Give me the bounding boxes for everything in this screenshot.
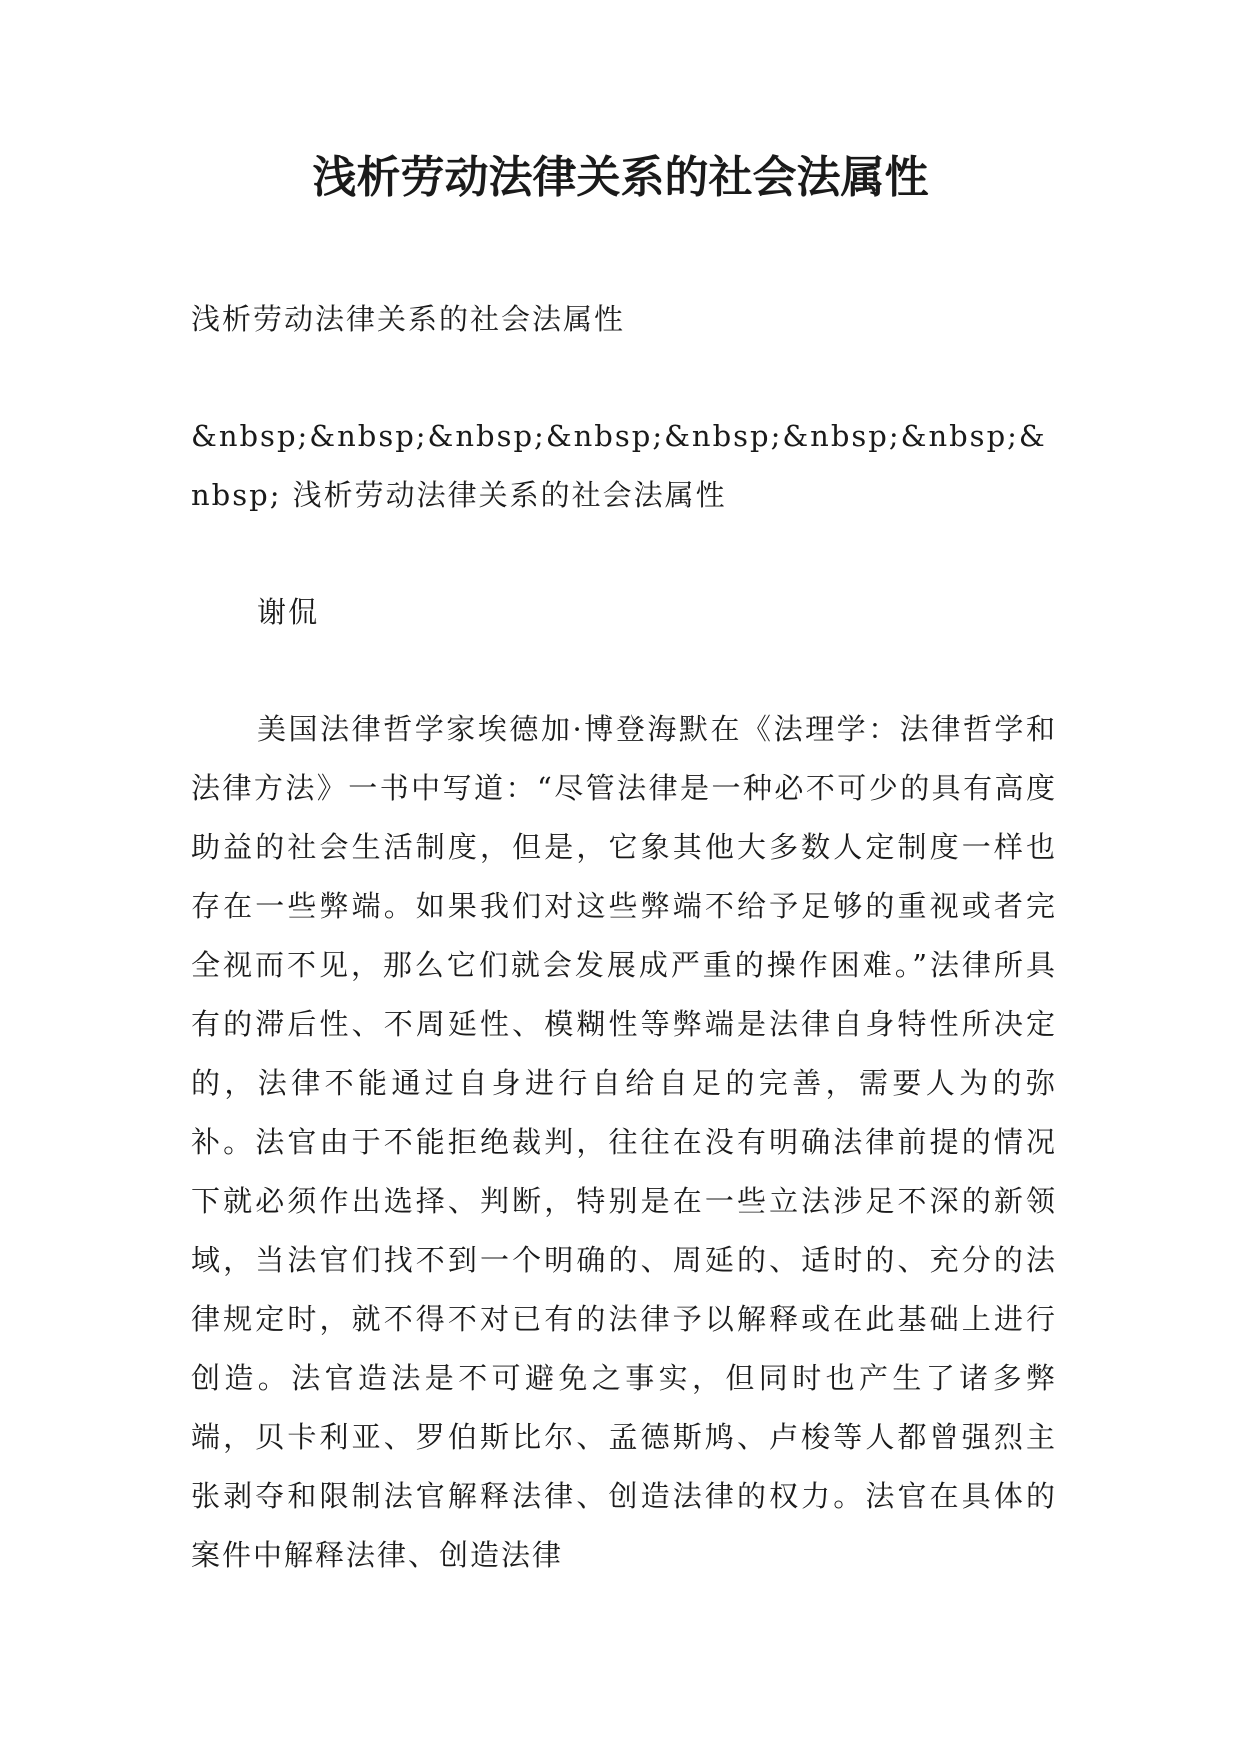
document-title: 浅析劳动法律关系的社会法属性 bbox=[312, 152, 929, 203]
repeated-title-paragraph: &nbsp;&nbsp;&nbsp;&nbsp;&nbsp;&nbsp;&nbsp;&nbsp; 浅析劳动法律关系的社会法属性 bbox=[191, 419, 1047, 512]
author-paragraph: 谢侃 bbox=[257, 595, 320, 629]
document-content bbox=[191, 290, 1057, 1585]
subtitle-paragraph: 浅析劳动法律关系的社会法属性 bbox=[191, 302, 626, 336]
body-paragraph: 美国法律哲学家埃德加·博登海默在《法理学：法律哲学和法律方法》一书中写道：“尽管法律是一种必不可少的具有高度助益的社会生活制度，但是，它象其他大多数人定制度一样也存在一些弊端。如果我们对这些弊端不给予足够的重视或者完全视而不见，那么它们就会发展成严重的操作困难。”法律所具有的滞后性、不周延性、模糊性等弊端是法律自身特性所决定的，法律不能通过自身进行自给自足的完善，需要人为的弥补。法官由于不能拒绝裁判，往往在没有明确法律前提的情况下就必须作出选择、判断，特别是在一些立法涉足不深的新领域，当法官们找不到一个明确的、周延的、适时的、充分的法律规定时，就不得不对已有的法律予以解释或在此基础上进行创造。法官造法是不可避免之事实，但同时也产生了诸多弊端，贝卡利亚、罗伯斯比尔、孟德斯鸠、卢梭等人都曾强烈主张剥夺和限制法官解释法律、创造法律的权力。法官在具体的案件中解释法律、创造法律 bbox=[191, 712, 1057, 1572]
